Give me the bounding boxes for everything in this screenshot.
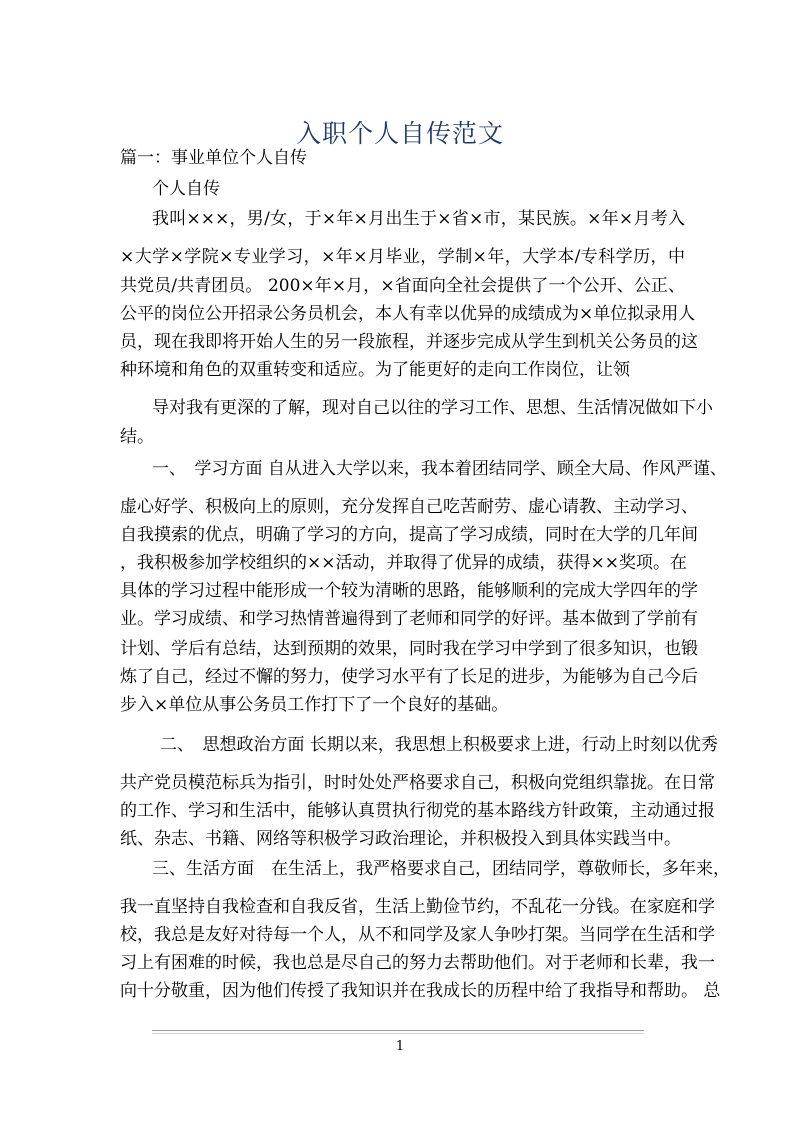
section-heading: 篇一：事业单位个人自传: [120, 148, 307, 168]
paragraph-line: 纸、杂志、书籍、网络等积极学习政治理论，并积极投入到具体实践当中。: [120, 829, 681, 849]
paragraph-line: 我叫×××，男/女，于×年×月出生于×省×市，某民族。×年×月考入: [152, 209, 685, 229]
paragraph-line: 种环境和角色的双重转变和适应。为了能更好的走向工作岗位，让领: [120, 360, 630, 380]
study-section-heading: 一、 学习方面 自从进入大学以来，我本着团结同学、顾全大局、作风严谨、: [152, 459, 727, 479]
paragraph-line: 员，现在我即将开始人生的另一段旅程，并逐步完成从学生到机关公务员的这: [120, 332, 698, 352]
life-section-heading: 三、生活方面 在生活上，我严格要求自己，团结同学，尊敬师长，多年来，: [152, 859, 730, 879]
document-title: 入职个人自传范文: [295, 118, 504, 148]
paragraph-line: 向十分敬重，因为他们传授了我知识并在我成长的历程中给了我指导和帮助。 总: [120, 981, 721, 1001]
paragraph-line: 结。: [120, 427, 154, 447]
paragraph-line: 计划、学后有总结，达到预期的效果，同时我在学习中学到了很多知识，也锻: [120, 639, 698, 659]
paragraph-line: 共党员/共青团员。 200×年×月，×省面向全社会提供了一个公开、公正、: [120, 276, 685, 296]
paragraph-line: ，我积极参加学校组织的××活动，并取得了优异的成绩，获得××奖项。在: [120, 553, 687, 573]
footer-divider-shadow: [152, 1033, 644, 1034]
paragraph-line: 业。学习成绩、和学习热情普遍得到了老师和同学的好评。基本做到了学前有: [120, 609, 698, 629]
paragraph-line: 具体的学习过程中能形成一个较为清晰的思路，能够顺利的完成大学四年的学: [120, 581, 698, 601]
paragraph-line: 虚心好学、积极向上的原则，充分发挥自己吃苦耐劳、虚心请教、主动学习、: [120, 497, 698, 517]
paragraph-line: 校，我总是友好对待每一个人，从不和同学及家人争吵打架。当同学在生活和学: [120, 925, 715, 945]
paragraph-line: 公平的岗位公开招录公务员机会，本人有幸以优异的成绩成为×单位拟录用人: [120, 304, 696, 324]
paragraph-line: 的工作、学习和生活中，能够认真贯执行彻党的基本路线方针政策，主动通过报: [120, 801, 715, 821]
footer-divider: [152, 1030, 644, 1031]
paragraph-line: 导对我有更深的了解，现对自己以往的学习工作、思想、生活情况做如下小: [152, 398, 713, 418]
paragraph-line: 炼了自己，经过不懈的努力，使学习水平有了长足的进步，为能够为自己今后: [120, 667, 698, 687]
paragraph-line: 习上有困难的时候，我也总是尽自己的努力去帮助他们。对于老师和长辈，我一: [120, 953, 715, 973]
subheading: 个人自传: [152, 179, 220, 199]
paragraph-line: 自我摸索的优点，明确了学习的方向，提高了学习成绩，同时在大学的几年间: [120, 525, 698, 545]
paragraph-line: 共产党员模范标兵为指引，时时处处严格要求自己，积极向党组织靠拢。在日常: [120, 773, 715, 793]
page-number: 1: [395, 1039, 405, 1054]
paragraph-line: ×大学×学院×专业学习，×年×月毕业，学制×年，大学本/专科学历，中: [120, 247, 685, 267]
politics-section-heading: 二、 思想政治方面 长期以来，我思想上积极要求上进，行动上时刻以优秀: [160, 735, 718, 755]
paragraph-line: 我一直坚持自我检查和自我反省，生活上勤俭节约，不乱花一分钱。在家庭和学: [120, 897, 715, 917]
paragraph-line: 步入×单位从事公务员工作打下了一个良好的基础。: [120, 695, 509, 715]
